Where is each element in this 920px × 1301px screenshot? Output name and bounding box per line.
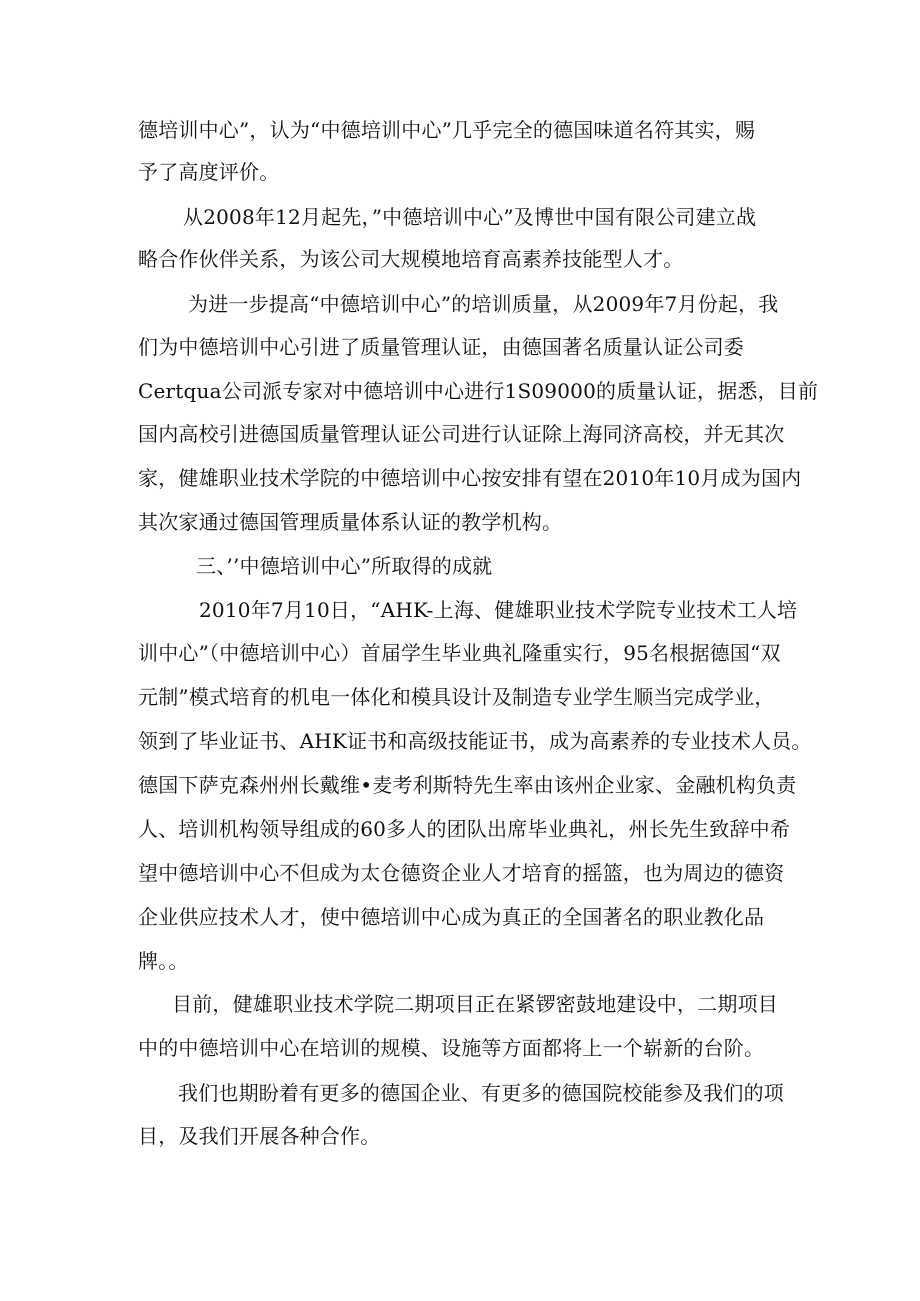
paragraph-line: 目前，健雄职业技术学院二期项目正在紧锣密鼓地建设中，二期项目: [172, 992, 778, 1016]
paragraph-line: 目，及我们开展各种合作。: [138, 1124, 381, 1148]
paragraph-line: 牌。。: [138, 949, 189, 973]
paragraph-line: 望中德培训中心不但成为太仓德资企业人才培育的摇篮，也为周边的德资: [138, 861, 785, 885]
paragraph-line: 略合作伙伴关系，为该公司大规模地培育高素养技能型人才。: [138, 247, 684, 271]
paragraph-line: 领到了毕业证书、AHK证书和高级技能证书，成为高素养的专业技术人员。: [138, 729, 812, 753]
paragraph-line: 人、培训机构领导组成的60多人的团队出席毕业典礼，州长先生致辞中希: [138, 817, 791, 841]
paragraph-line: 从2008年12月起先，”中德培训中心”及博世中国有限公司建立战: [183, 205, 757, 229]
paragraph-line: 德培训中心”，认为“中德培训中心”几乎完全的德国味道名符其实，赐: [138, 118, 756, 142]
paragraph-line: Certqua公司派专家对中德培训中心进行1S09000的质量认证，据悉，目前: [138, 379, 819, 403]
paragraph-line: 企业供应技术人才，使中德培训中心成为真正的全国著名的职业教化品: [138, 905, 765, 929]
paragraph-line: 元制”模式培育的机电一体化和模具设计及制造专业学生顺当完成学业，: [138, 685, 775, 709]
paragraph-line: 国内高校引进德国质量管理认证公司进行认证除上海同济高校，并无其次: [138, 422, 785, 446]
paragraph-line: 2010年7月10日，“AHK-上海、健雄职业技术学院专业技术工人培: [199, 598, 798, 622]
paragraph-line: 训中心”（中德培训中心）首届学生毕业典礼隆重实行，95名根据德国“双: [138, 641, 781, 665]
paragraph-line: 们为中德培训中心引进了质量管理认证，由德国著名质量认证公司委: [138, 335, 744, 359]
paragraph-line: 德国下萨克森州州长戴维•麦考利斯特先生率由该州企业家、金融机构负责: [138, 773, 797, 797]
paragraph-line: 其次家通过德国管理质量体系认证的教学机构。: [138, 510, 563, 534]
section-heading: 三、’’中德培训中心”所取得的成就: [196, 554, 493, 578]
paragraph-line: 为进一步提高“中德培训中心”的培训质量，从2009年7月份起，我: [188, 292, 779, 316]
paragraph-line: 我们也期盼着有更多的德国企业、有更多的德国院校能参及我们的项: [178, 1081, 784, 1105]
paragraph-line: 中的中德培训中心在培训的规模、设施等方面都将上一个崭新的台阶。: [138, 1036, 765, 1060]
paragraph-line: 家，健雄职业技术学院的中德培训中心按安排有望在2010年10月成为国内: [138, 466, 802, 490]
paragraph-line: 予了高度评价。: [138, 160, 280, 184]
